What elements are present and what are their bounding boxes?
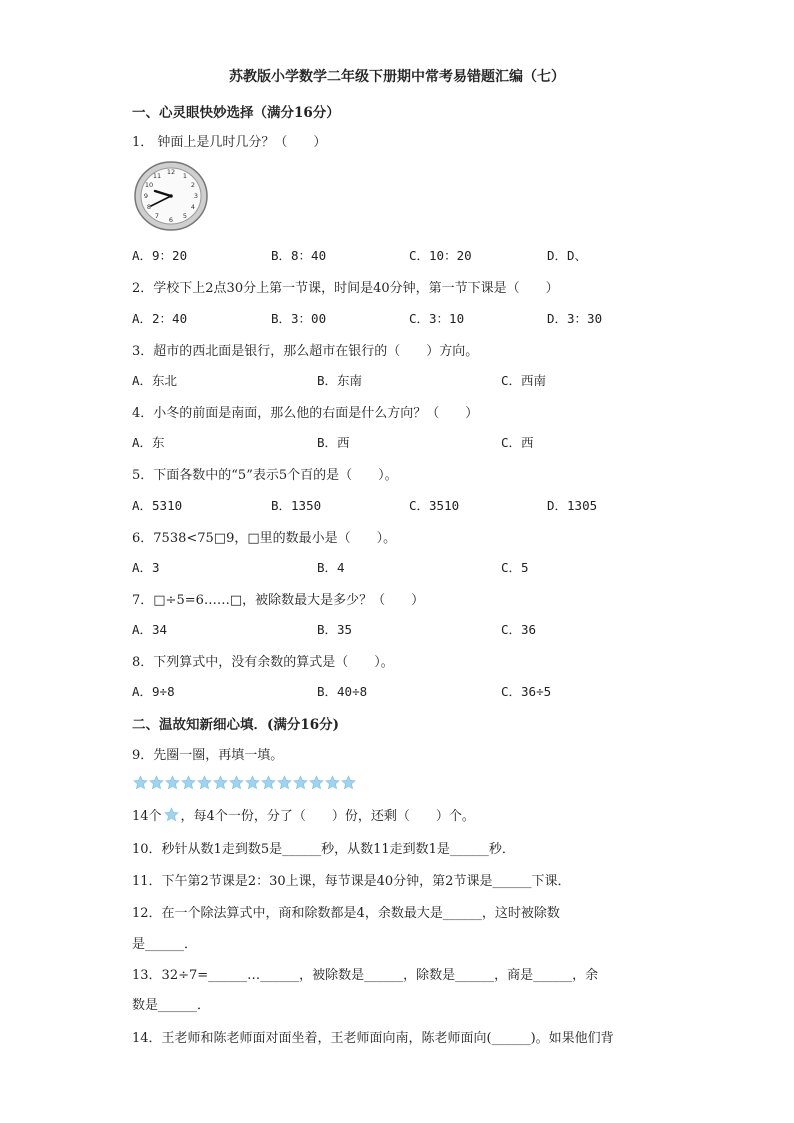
q5-option-b: B．1350 bbox=[271, 498, 322, 513]
question-14: 14．王老师和陈老师面对面坐着，王老师面向南，陈老师面向(______)。如果他们背 bbox=[132, 1031, 614, 1046]
q8-option-b: B．40÷8 bbox=[317, 684, 368, 699]
question-6: 6．7538<75□9，□里的数最小是（ ）。 bbox=[132, 531, 397, 546]
svg-text:1: 1 bbox=[182, 172, 188, 180]
star-icon bbox=[133, 775, 148, 790]
star-icon bbox=[245, 775, 260, 790]
star-icon bbox=[213, 775, 228, 790]
q1-option-c: C．10：20 bbox=[409, 248, 472, 263]
section-heading-1: 一、心灵眼快妙选择（满分16分） bbox=[132, 105, 340, 121]
star-icon bbox=[293, 775, 308, 790]
star-icon bbox=[181, 775, 196, 790]
q8-option-c: C．36÷5 bbox=[501, 684, 552, 699]
q3-option-a: A．东北 bbox=[132, 373, 178, 388]
q2-option-a: A．2：40 bbox=[132, 311, 188, 326]
star-icon bbox=[229, 775, 244, 790]
svg-text:8: 8 bbox=[146, 203, 152, 211]
question-2: 2．学校下上2点30分上第一节课，时间是40分钟，第一节下课是（ ） bbox=[132, 281, 559, 296]
q3-option-c: C．西南 bbox=[501, 373, 547, 388]
question-1: 1． 钟面上是几时几分？（ ） bbox=[132, 135, 327, 150]
star-icon bbox=[341, 775, 356, 790]
q6-option-a: A．3 bbox=[132, 560, 160, 575]
star-icon bbox=[164, 807, 179, 822]
q2-option-b: B．3：00 bbox=[271, 311, 327, 326]
question-10: 10．秒针从数1走到数5是______秒，从数11走到数1是______秒． bbox=[132, 842, 515, 857]
svg-text:4: 4 bbox=[190, 203, 196, 211]
question-5: 5．下面各数中的“5”表示5个百的是（ ）。 bbox=[132, 468, 398, 483]
q9-suffix: ，每4个一份，分了（ ）份，还剩（ ）个。 bbox=[180, 809, 475, 824]
q4-option-a: A．东 bbox=[132, 435, 165, 450]
q5-option-a: A．5310 bbox=[132, 498, 183, 513]
clock-image bbox=[133, 160, 209, 232]
question-12-line-1: 12．在一个除法算式中，商和除数都是4，余数最大是______，这时被除数 bbox=[132, 906, 560, 921]
question-9: 9．先圈一圈，再填一填。 bbox=[132, 748, 284, 763]
question-7: 7．□÷5=6……□，被除数最大是多少？（ ） bbox=[132, 593, 425, 608]
q2-option-d: D．3：30 bbox=[547, 311, 603, 326]
svg-text:10: 10 bbox=[144, 181, 154, 189]
q2-option-c: C．3：10 bbox=[409, 311, 465, 326]
q4-option-c: C．西 bbox=[501, 435, 534, 450]
svg-text:2: 2 bbox=[190, 181, 196, 189]
q1-option-a: A．9：20 bbox=[132, 248, 188, 263]
star-icon bbox=[325, 775, 340, 790]
star-icon bbox=[261, 775, 276, 790]
q4-option-b: B．西 bbox=[317, 435, 350, 450]
star-icon bbox=[149, 775, 164, 790]
svg-text:6: 6 bbox=[168, 216, 174, 224]
q1-option-b: B．8：40 bbox=[271, 248, 327, 263]
star-icon bbox=[197, 775, 212, 790]
q3-option-b: B．东南 bbox=[317, 373, 363, 388]
star-icon bbox=[165, 775, 180, 790]
q6-option-c: C．5 bbox=[501, 560, 529, 575]
q5-option-d: D．1305 bbox=[547, 498, 598, 513]
svg-text:5: 5 bbox=[182, 212, 188, 220]
q1-option-d: D．D、 bbox=[547, 248, 588, 263]
question-8: 8．下列算式中，没有余数的算式是（ ）。 bbox=[132, 655, 394, 670]
svg-text:11: 11 bbox=[152, 172, 162, 180]
q8-option-a: A．9÷8 bbox=[132, 684, 175, 699]
svg-text:7: 7 bbox=[154, 212, 160, 220]
page-title: 苏教版小学数学二年级下册期中常考易错题汇编（七） bbox=[229, 69, 565, 85]
question-3: 3．超市的西北面是银行，那么超市在银行的（ ）方向。 bbox=[132, 344, 479, 359]
q6-option-b: B．4 bbox=[317, 560, 345, 575]
q7-option-a: A．34 bbox=[132, 622, 168, 637]
star-icon bbox=[309, 775, 324, 790]
svg-text:3: 3 bbox=[193, 192, 199, 200]
question-9-line bbox=[132, 805, 475, 824]
q7-option-c: C．36 bbox=[501, 622, 537, 637]
star-row bbox=[133, 775, 356, 790]
q9-prefix: 14个 bbox=[132, 809, 162, 824]
star-icon bbox=[277, 775, 292, 790]
question-12-line-2: 是______． bbox=[132, 937, 198, 952]
q5-option-c: C．3510 bbox=[409, 498, 460, 513]
question-13-line-1: 13．32÷7=______…______，被除数是______，除数是______，商是______，余 bbox=[132, 968, 599, 983]
svg-text:9: 9 bbox=[143, 192, 149, 200]
section-heading-2: 二、温故知新细心填．(满分16分) bbox=[132, 717, 340, 733]
question-11: 11．下午第2节课是2：30上课，每节课是40分钟，第2节课是______下课． bbox=[132, 874, 571, 889]
question-4: 4．小冬的前面是南面，那么他的右面是什么方向？（ ） bbox=[132, 406, 479, 421]
question-13-line-2: 数是______． bbox=[132, 998, 211, 1013]
svg-text:12: 12 bbox=[166, 168, 176, 176]
q7-option-b: B．35 bbox=[317, 622, 353, 637]
